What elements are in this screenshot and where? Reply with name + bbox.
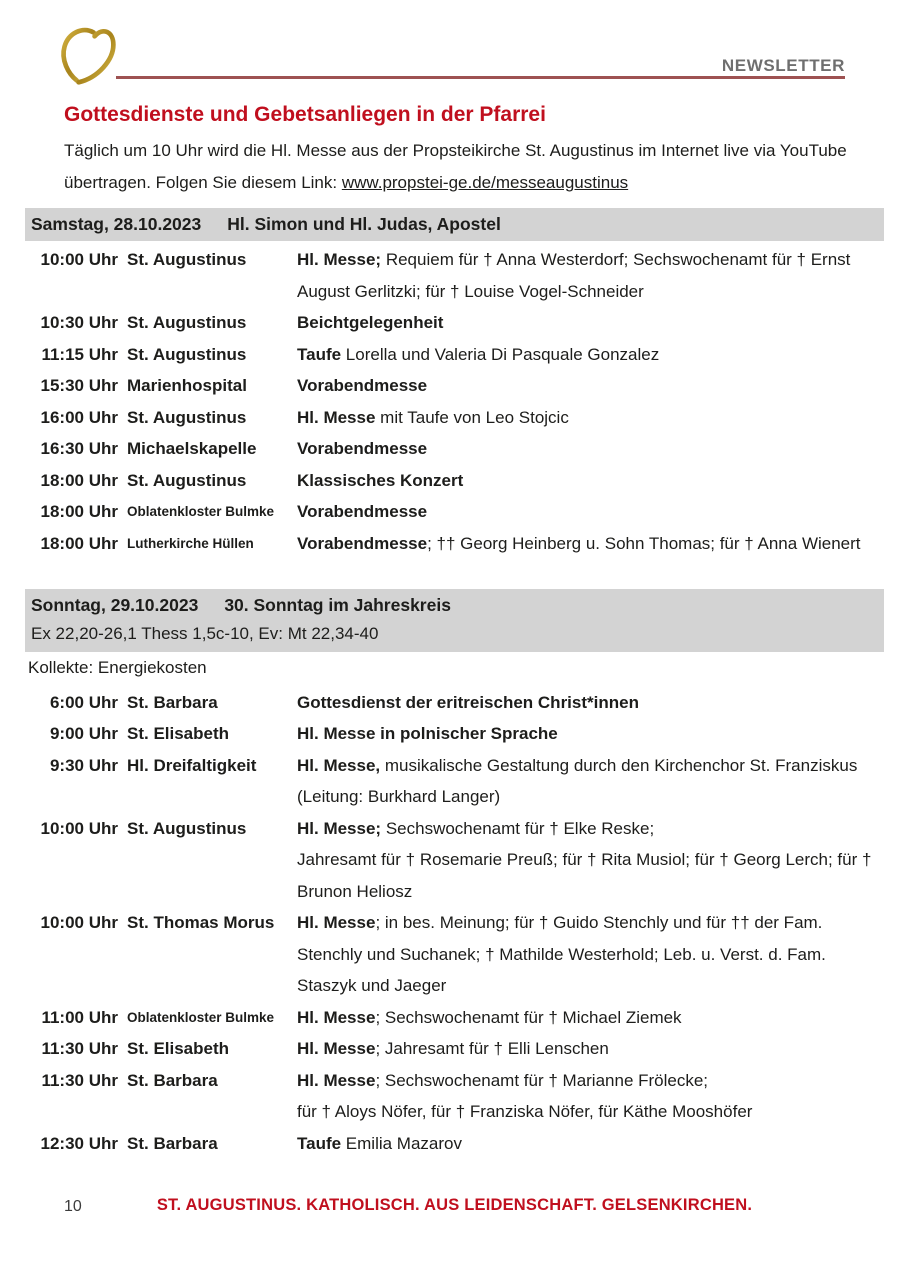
event-location: St. Thomas Morus — [127, 913, 275, 932]
schedule-row — [30, 307, 889, 339]
event-time: 15:30 Uhr — [40, 376, 118, 395]
date-header-sonntag — [25, 589, 884, 652]
schedule-row — [30, 496, 889, 528]
event-location: St. Augustinus — [127, 818, 247, 838]
event-description: Vorabendmesse — [297, 502, 428, 521]
event-location: St. Augustinus — [127, 344, 247, 364]
event-description: Hl. Messe; Jahresamt für † Elli Lenschen — [297, 1039, 609, 1058]
schedule-sonntag — [30, 687, 889, 1160]
header-rule — [116, 76, 845, 79]
event-description: Beichtgelegenheit — [297, 313, 444, 332]
schedule-row — [30, 750, 889, 813]
event-description: Taufe Emilia Mazarov — [297, 1133, 462, 1153]
event-location: St. Augustinus — [127, 407, 247, 427]
event-time: 10:00 Uhr — [40, 913, 118, 932]
heart-logo-icon — [57, 24, 119, 88]
section-sonntag — [0, 589, 909, 1159]
event-time: 10:00 Uhr — [40, 250, 118, 269]
page-header — [0, 0, 909, 90]
event-time: 6:00 Uhr — [49, 692, 118, 712]
schedule-row — [30, 465, 889, 497]
schedule-row — [30, 244, 889, 307]
event-location: St. Augustinus — [127, 313, 247, 332]
event-description: Hl. Messe mit Taufe von Leo Stojcic — [297, 407, 569, 427]
event-description: Hl. Messe; Requiem für † Anna Westerdorf; Sechswochenamt für † Ernst August Gerlitzki; für † Louise Vogel-Schneider — [297, 250, 851, 301]
event-time: 11:15 Uhr — [41, 344, 118, 364]
event-description: Vorabendmesse — [297, 439, 428, 458]
schedule-row — [30, 907, 889, 1002]
date-label: Samstag, 28.10.2023 — [31, 214, 202, 234]
newsletter-label: NEWSLETTER — [721, 56, 845, 75]
schedule-row — [30, 339, 889, 371]
event-location: St. Elisabeth — [127, 724, 230, 743]
event-description: Taufe Lorella und Valeria Di Pasquale Gonzalez — [297, 344, 660, 364]
event-description: Hl. Messe, musikalische Gestaltung durch den Kirchenchor St. Franziskus (Leitung: Burkhard Langer) — [297, 755, 858, 806]
schedule-row — [30, 813, 889, 908]
event-location: St. Barbara — [127, 692, 218, 712]
event-time: 10:30 Uhr — [40, 313, 118, 332]
event-description: Vorabendmesse — [297, 376, 428, 395]
page-number: 10 — [64, 1198, 82, 1215]
event-location: St. Elisabeth — [127, 1039, 230, 1058]
schedule-row — [30, 1128, 889, 1160]
event-location: Hl. Dreifaltigkeit — [127, 755, 257, 775]
event-description: Gottesdienst der eritreischen Christ*innen — [297, 692, 639, 712]
schedule-row — [30, 528, 889, 560]
event-description: Hl. Messe; Sechswochenamt für † Marianne Frölecke; für † Aloys Nöfer, für † Franziska Nöfer, für Käthe Mooshöfer — [297, 1070, 753, 1121]
collection-note: Kollekte: Energiekosten — [28, 658, 207, 677]
schedule-row — [30, 1065, 889, 1128]
schedule-row — [30, 370, 889, 402]
intro-paragraph — [64, 135, 859, 198]
footer-slogan: ST. AUGUSTINUS. KATHOLISCH. AUS LEIDENSCHAFT. GELSENKIRCHEN. — [156, 1196, 753, 1214]
event-time: 18:00 Uhr — [40, 502, 118, 521]
schedule-row — [30, 687, 889, 719]
event-description: Hl. Messe; in bes. Meinung; für † Guido Stenchly und für †† der Fam. Stenchly und Suchanek; † Mathilde Westerhold; Leb. u. Verst. d. Fam. Staszyk und Jaeger — [297, 913, 826, 995]
event-time: 16:30 Uhr — [40, 439, 118, 458]
date-header-line — [31, 211, 876, 238]
event-description: Vorabendmesse; †† Georg Heinberg u. Sohn Thomas; für † Anna Wienert — [297, 533, 861, 553]
event-time: 9:30 Uhr — [49, 755, 118, 775]
event-time: 18:00 Uhr — [40, 533, 118, 553]
readings-line: Ex 22,20-26,1 Thess 1,5c-10, Ev: Mt 22,34-40 — [31, 624, 379, 643]
event-time: 18:00 Uhr — [40, 470, 118, 490]
event-time: 10:00 Uhr — [40, 818, 118, 838]
schedule-row — [30, 433, 889, 465]
schedule-row — [30, 1002, 889, 1034]
event-time: 16:00 Uhr — [40, 407, 118, 427]
date-label: Sonntag, 29.10.2023 — [31, 595, 199, 615]
livestream-link[interactable]: www.propstei-ge.de/messeaugustinus — [341, 172, 629, 192]
event-location: St. Augustinus — [127, 250, 247, 269]
date-header-line — [31, 592, 876, 619]
event-time: 12:30 Uhr — [40, 1133, 118, 1153]
intro-text: Täglich um 10 Uhr wird die Hl. Messe aus der Propsteikirche St. Augustinus im Internet live via YouTube übertragen. Folgen Sie diesem Link: — [64, 141, 847, 192]
schedule-row — [30, 718, 889, 750]
event-time: 11:30 Uhr — [41, 1039, 118, 1058]
event-description: Hl. Messe; Sechswochenamt für † Michael Ziemek — [297, 1007, 682, 1027]
date-header-samstag — [25, 208, 884, 241]
event-location: Oblatenkloster Bulmke — [127, 1009, 275, 1025]
event-location: Oblatenkloster Bulmke — [127, 504, 275, 519]
page-title: Gottesdienste und Gebetsanliegen in der Pfarrei — [64, 103, 546, 126]
schedule-samstag — [30, 244, 889, 559]
schedule-row — [30, 1033, 889, 1065]
schedule-row — [30, 402, 889, 434]
event-time: 11:00 Uhr — [41, 1007, 118, 1027]
event-location: Michaelskapelle — [127, 439, 257, 458]
event-location: Lutherkirche Hüllen — [127, 535, 254, 551]
day-title: Hl. Simon und Hl. Judas, Apostel — [227, 214, 501, 234]
section-samstag — [0, 208, 909, 559]
event-location: Marienhospital — [127, 376, 247, 395]
event-location: St. Barbara — [127, 1070, 218, 1090]
day-title: 30. Sonntag im Jahreskreis — [224, 595, 451, 615]
event-location: St. Barbara — [127, 1133, 218, 1153]
event-description: Hl. Messe; Sechswochenamt für † Elke Reske; Jahresamt für † Rosemarie Preuß; für † Rita Musiol; für † Georg Lerch; für † Brunon Heliosz — [297, 818, 872, 901]
event-location: St. Augustinus — [127, 470, 247, 490]
page-footer — [0, 1196, 909, 1215]
event-description: Klassisches Konzert — [297, 470, 464, 490]
event-description: Hl. Messe in polnischer Sprache — [297, 724, 558, 743]
event-time: 9:00 Uhr — [49, 724, 118, 743]
event-time: 11:30 Uhr — [41, 1070, 118, 1090]
